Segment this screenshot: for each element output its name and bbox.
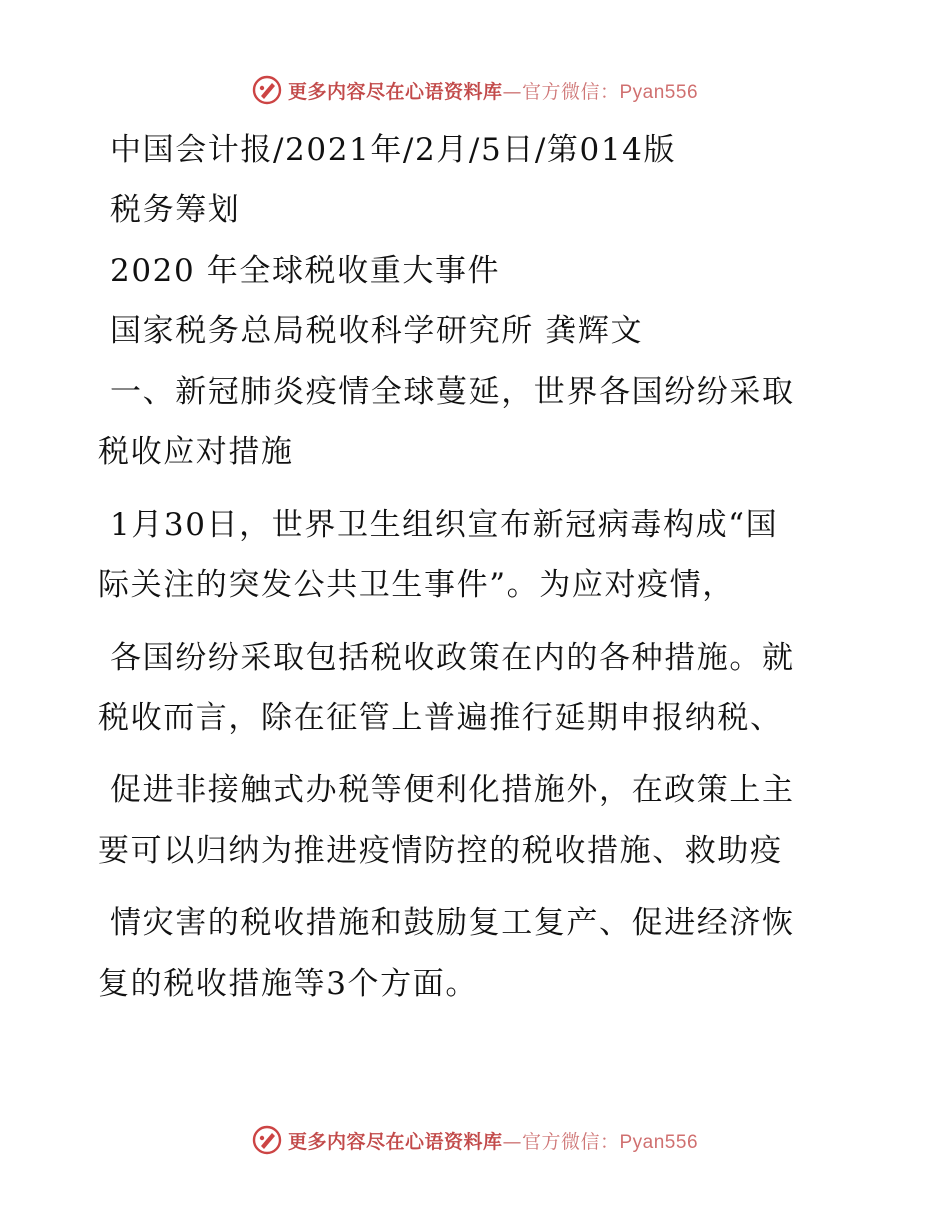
section-heading-line-2: 税收应对措施 [98,434,294,471]
article-body [98,120,838,1014]
paragraph-2-line-2: 税收而言，除在征管上普遍推行延期申报纳税、 [98,699,783,736]
watermark-logo-icon [252,1125,282,1155]
paragraph-3-line-2: 要可以归纳为推进疫情防控的税收措施、救助疫 [98,832,783,869]
paragraph-2-line-1: 各国纷纷采取包括税收政策在内的各种措施。就 [110,639,795,676]
section-heading-line-1: 一、新冠肺炎疫情全球蔓延，世界各国纷纷采取 [110,373,795,410]
paragraph-4-line-1: 情灾害的税收措施和鼓励复工复产、促进经济恢 [110,905,795,942]
paragraph-1-line-1: 1月30日，世界卫生组织宣布新冠病毒构成“国 [110,506,779,543]
watermark-text: 更多内容尽在心语资料库—官方微信：Pyan556 [287,80,699,103]
article-source: 中国会计报/2021年/2月/5日/第014版 [110,132,677,168]
watermark-header [0,70,950,110]
watermark-footer [0,1120,950,1160]
watermark-logo-icon [252,75,282,105]
paragraph-3-line-1: 促进非接触式办税等便利化措施外，在政策上主 [110,772,795,809]
paragraph-1-line-2: 际关注的突发公共卫生事件”。为应对疫情， [98,567,735,604]
paragraph-4-line-2: 复的税收措施等3个方面。 [98,965,478,1002]
watermark-text: 更多内容尽在心语资料库—官方微信：Pyan556 [287,1130,699,1153]
article-column: 税务筹划 [110,192,241,229]
article-title: 2020 年全球税收重大事件 [110,252,501,289]
article-author: 国家税务总局税收科学研究所 龚辉文 [110,313,644,350]
